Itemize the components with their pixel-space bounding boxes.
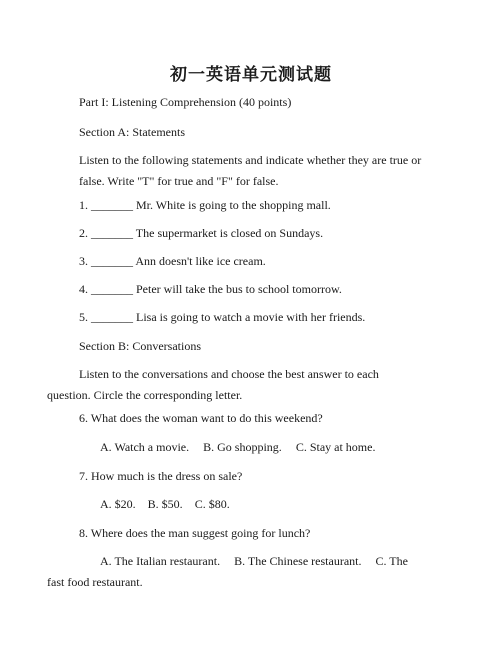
option-b: B. $50.: [147, 497, 183, 511]
option-b: B. The Chinese restaurant.: [234, 554, 362, 568]
statement-item: 4. _______ Peter will take the bus to school tomorrow.: [79, 282, 342, 296]
question-7: 7. How much is the dress on sale?: [79, 469, 243, 483]
statement-item: 1. _______ Mr. White is going to the shopping mall.: [79, 198, 331, 212]
option-c: C. $80.: [194, 497, 230, 511]
section-a-heading: Section A: Statements: [79, 125, 185, 139]
page-title: 初一英语单元测试题: [170, 65, 332, 85]
question-7-options: [100, 494, 230, 515]
section-b-heading: Section B: Conversations: [79, 339, 201, 353]
option-b: B. Go shopping.: [203, 440, 282, 454]
question-8-options: [47, 551, 422, 593]
statement-item: 2. _______ The supermarket is closed on Sundays.: [79, 226, 324, 240]
option-c: C. The fast food restaurant.: [47, 554, 408, 589]
option-a: A. Watch a movie.: [100, 440, 190, 454]
question-8: 8. Where does the man suggest going for lunch?: [79, 526, 311, 540]
section-a-instruction: Listen to the following statements and indicate whether they are true or false. Write "T" for true and "F" for false.: [79, 153, 422, 188]
option-a: A. $20.: [100, 497, 136, 511]
question-6: 6. What does the woman want to do this weekend?: [79, 411, 323, 425]
option-a: A. The Italian restaurant.: [100, 554, 221, 568]
question-6-options: [100, 437, 375, 458]
statement-item: 5. _______ Lisa is going to watch a movie with her friends.: [79, 310, 366, 324]
section-b-instruction: Listen to the conversations and choose the best answer to each question. Circle the corresponding letter.: [47, 367, 379, 402]
part-heading: Part I: Listening Comprehension (40 points): [79, 95, 292, 109]
statement-item: 3. _______ Ann doesn't like ice cream.: [79, 254, 266, 268]
option-c: C. Stay at home.: [295, 440, 376, 454]
